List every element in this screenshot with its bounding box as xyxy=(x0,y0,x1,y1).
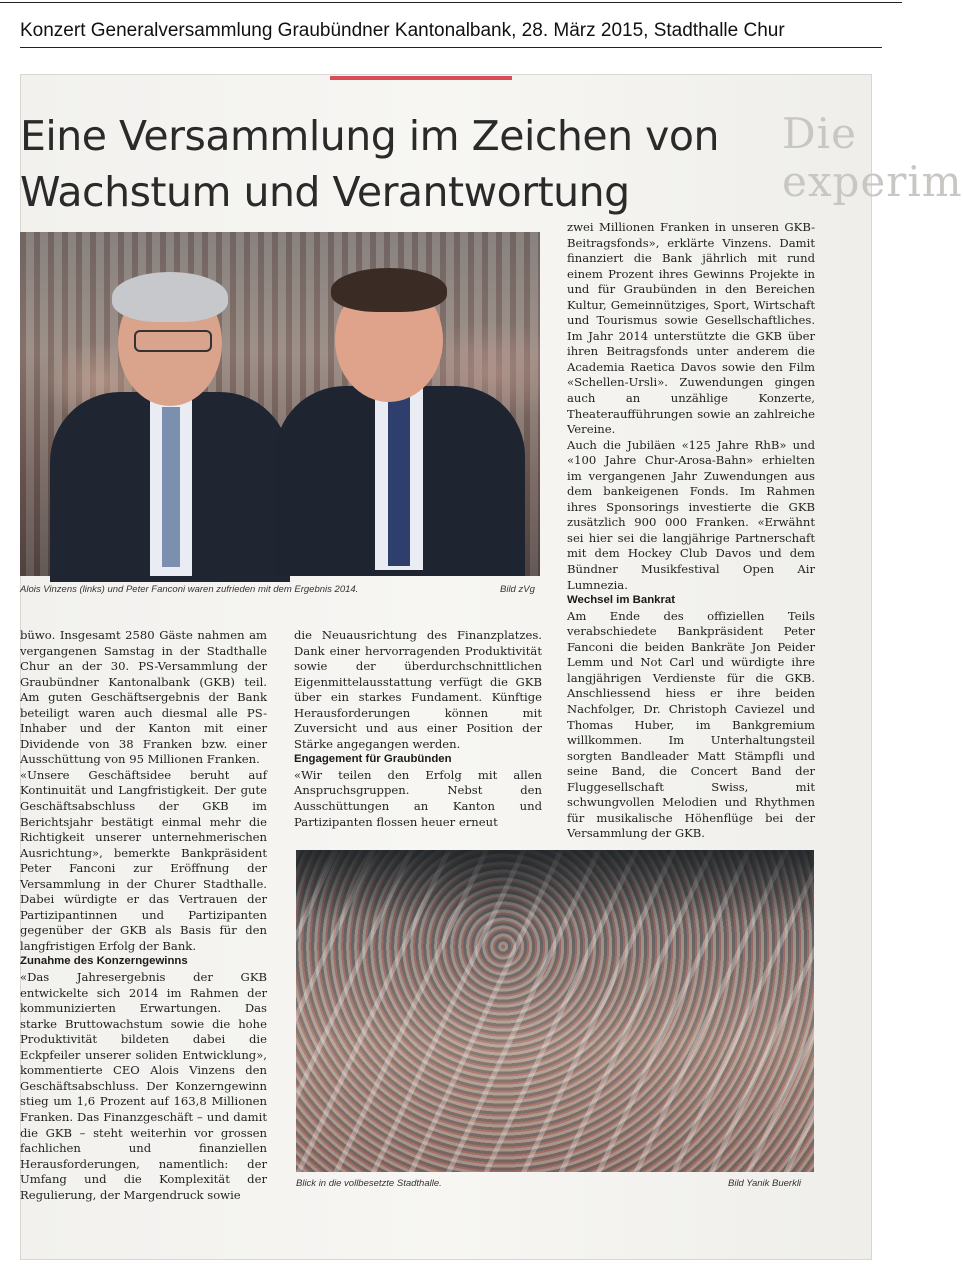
photo2-credit: Bild Yanik Buerkli xyxy=(728,1178,802,1189)
paragraph: zwei Millionen Franken in unseren GKB-Beitragsfonds», erklärte Vinzens. Damit finanziert die Bank jährlich mit rund einem Prozent ihres Gewinns Projekte in und für Graubünden in den Bereichen Kultur, Gemeinnütziges, Sport, Wirtschaft und Tourismus sowie Gesellschaftliches. Im Jahr 2014 unterstützte die GKB über ihren Beitragsfonds unter anderem die Academia Raetica Davos sowie den Film «Schellen-Ursli». Zuwendungen gingen auch an unzählige Konzerte, Theateraufführungen sowie an zahlreiche Vereine. xyxy=(567,220,815,437)
paragraph: Am Ende des offiziellen Teils verabschiedete Bankpräsident Peter Fanconi die beiden Bankräte Jon Peider Lemm und Not Carl und würdigte ihre langjährigen Verdienste für die GKB. Anschliessend hiess er ihre beiden Nachfolger, Dr. Christoph Caviezel und Thomas Huber, im Bankgremium willkommen. Im Unterhaltungsteil sorgten Bandleader Matt Stämpfli und seine Band, die Concert Band der Fluggesellschaft Swiss, mit schwungvollen Melodien und Rhythmen für musikalische Höhenflüge bei der Versammlung der GKB. xyxy=(567,608,815,841)
photo1-caption: Alois Vinzens (links) und Peter Fanconi waren zufrieden mit dem Ergebnis 2014. xyxy=(20,584,359,595)
article-column-3 xyxy=(567,220,815,842)
bleed-through-text: Die experim xyxy=(782,109,963,206)
page-header-title: Konzert Generalversammlung Graubündner Kantonalbank, 28. März 2015, Stadthalle Chur xyxy=(20,20,785,41)
paragraph: büwo. Insgesamt 2580 Gäste nahmen am vergangenen Samstag in der Stadthalle Chur an der 30. PS-Versammlung der Graubündner Kantonalbank (GKB) teil. Am guten Geschäftsergebnis der Bank beteiligt waren auch diesmal alle PS-Inhaber und der Kanton mit einer Dividende von 38 Franken bzw. einer Ausschüttung von 95 Millionen Franken. xyxy=(20,628,267,767)
audience-hall-photo xyxy=(296,850,814,1172)
paragraph: «Das Jahresergebnis der GKB entwickelte sich 2014 im Rahmen der kommunizierten Erwartungen. Das starke Bruttowachstum sowie die hohe Produktivität bildeten dabei die Eckpfeiler unserer soliden Entwicklung», kommentierte CEO Alois Vinzens den Geschäftsabschluss. Der Konzerngewinn stieg um 1,6 Prozent auf 163,8 Millionen Franken. Das Finanzgeschäft – und damit die GKB – steht weiterhin vor grossen fachlichen und finanziellen Herausforderungen, namentlich: der Umfang und die Komplexität der Regulierung, der Margendruck sowie xyxy=(20,970,267,1202)
paragraph: «Wir teilen den Erfolg mit allen Anspruchsgruppen. Nebst den Ausschüttungen an Kanton und Partizipanten flossen heuer erneut xyxy=(294,767,542,829)
red-accent-bar xyxy=(330,76,512,80)
photo1-credit: Bild zVg xyxy=(500,584,535,595)
newspaper-clipping xyxy=(20,74,963,1260)
header-divider xyxy=(20,47,882,48)
subheading: Engagement für Graubünden xyxy=(294,753,452,766)
photo2-caption: Blick in die vollbesetzte Stadthalle. xyxy=(296,1178,442,1189)
article-column-1 xyxy=(20,628,267,1203)
paragraph: Auch die Jubiläen «125 Jahre RhB» und «100 Jahre Chur-Arosa-Bahn» erhielten im vergangenen Jahr Zuwendungen aus dem bankeigenen Fonds. Im Rahmen ihres Sponsorings investierte die GKB zusätzlich 900 000 Franken. «Erwähnt sei hier sei die langjährige Partnerschaft mit dem Hockey Club Davos und dem Bündner Musikfestival Open Air Lumnezia. xyxy=(567,437,815,592)
top-border-line xyxy=(0,2,902,3)
article-headline: Eine Versammlung im Zeichen von Wachstum und Verantwortung xyxy=(20,112,719,216)
person-right xyxy=(275,268,525,576)
paragraph: die Neuausrichtung des Finanzplatzes. Dank einer hervorragenden Produktivität sowie der überdurchschnittlichen Eigenmittelausstattung verfügt die GKB über ein starkes Fundament. Künftige Herausforderungen können mit Zuversicht und aus einer Position der Stärke angegangen werden. xyxy=(294,628,542,751)
person-left xyxy=(50,272,290,576)
portrait-photo xyxy=(20,232,540,576)
subheading: Zunahme des Konzerngewinns xyxy=(20,955,188,968)
paragraph: «Unsere Geschäftsidee beruht auf Kontinuität und Langfristigkeit. Der gute Geschäftsabschluss der GKB im Berichtsjahr bestätigt einmal mehr die Richtigkeit unserer unternehmerischen Ausrichtung», bemerkte Bankpräsident Peter Fanconi zur Eröffnung der Versammlung in der Churer Stadthalle. Dabei würdigte er das Vertrauen der Partizipantinnen und Partizipanten gegenüber der GKB als Basis für den langfristigen Erfolg der Bank. xyxy=(20,767,267,953)
article-column-2 xyxy=(294,628,542,830)
subheading: Wechsel im Bankrat xyxy=(567,594,676,607)
